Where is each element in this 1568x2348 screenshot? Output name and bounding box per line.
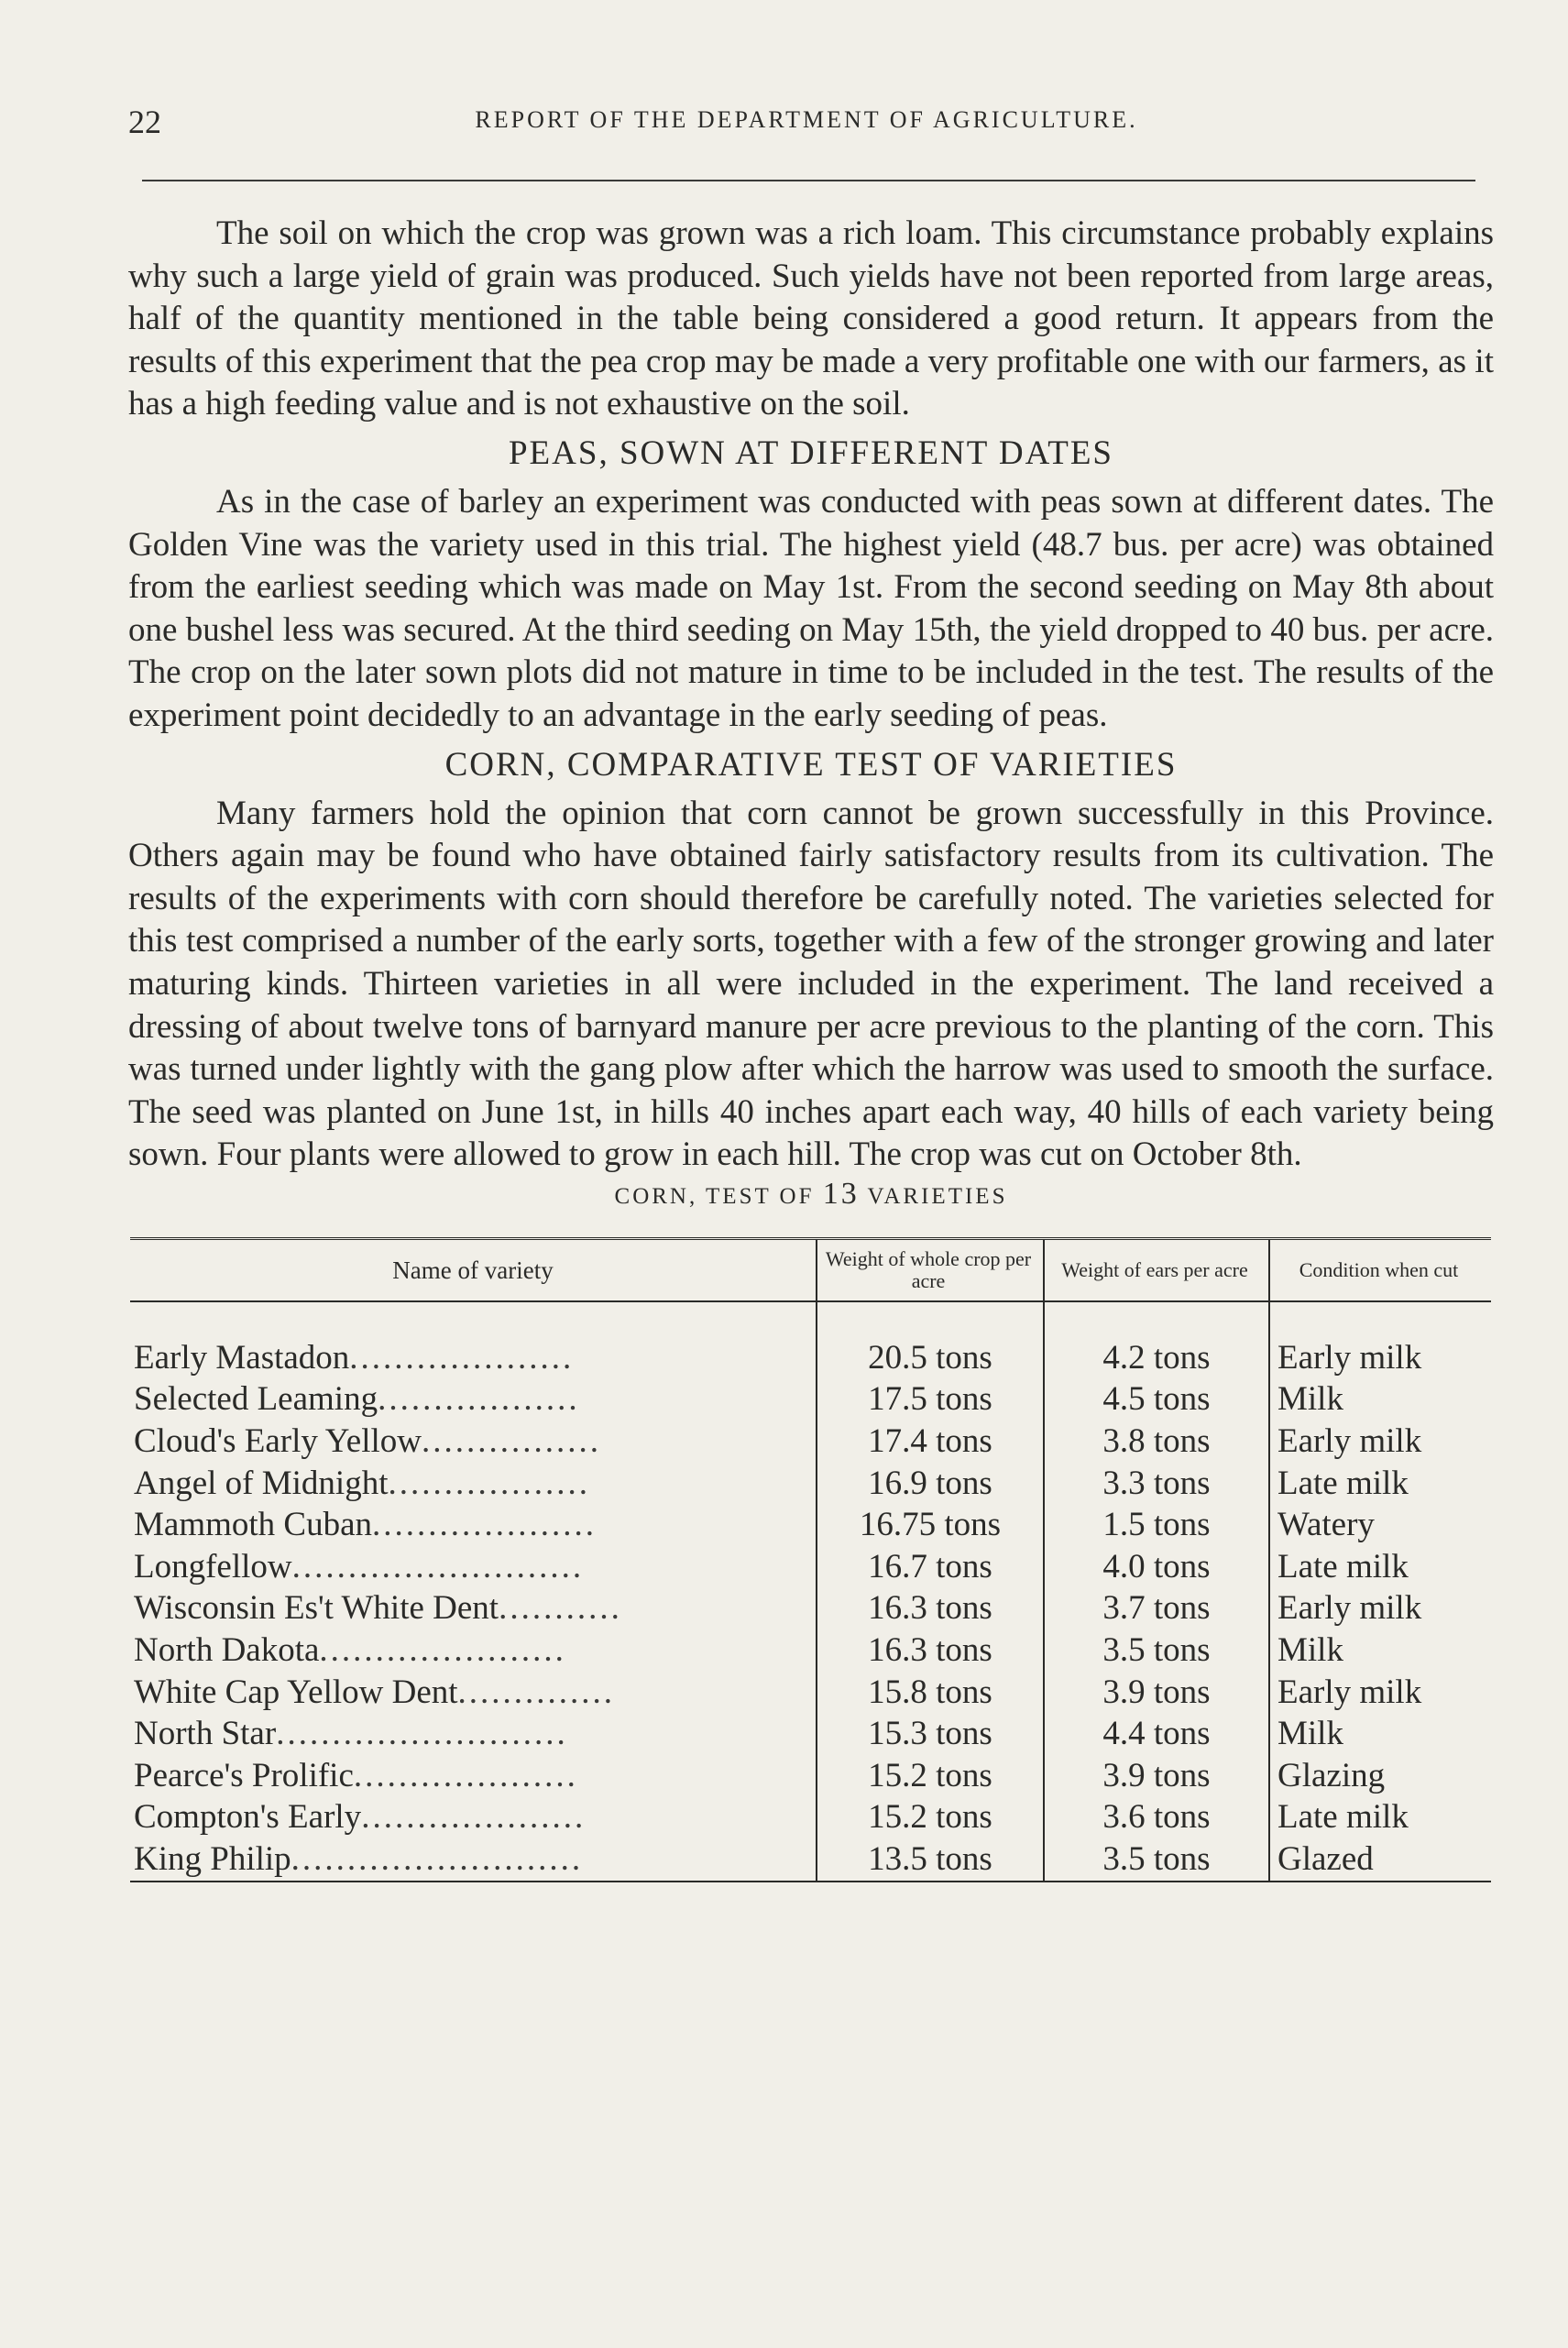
condition-when-cut: Milk: [1269, 1629, 1491, 1672]
ears-weight: 3.8 tons: [1044, 1421, 1269, 1463]
ears-weight: 3.3 tons: [1044, 1463, 1269, 1505]
whole-crop-weight: 17.4 tons: [817, 1421, 1044, 1463]
condition-when-cut: Late milk: [1269, 1796, 1491, 1838]
leader-dots: ....................: [353, 1756, 578, 1794]
whole-crop-weight: 15.2 tons: [817, 1755, 1044, 1797]
variety-name-cell: [130, 1838, 817, 1882]
whole-crop-weight: 16.7 tons: [817, 1546, 1044, 1588]
variety-name-cell: [130, 1504, 817, 1546]
variety-name: Pearce's Prolific: [134, 1756, 354, 1794]
variety-name-cell: [130, 1755, 817, 1797]
whole-crop-weight: 16.3 tons: [817, 1629, 1044, 1672]
variety-name-cell: [130, 1672, 817, 1714]
variety-name-cell: [130, 1463, 817, 1505]
table-row: [130, 1546, 1491, 1588]
variety-name-cell: [130, 1796, 817, 1838]
variety-name: Compton's Early: [134, 1798, 362, 1837]
table-title-part-a: CORN, TEST OF: [614, 1183, 823, 1209]
condition-when-cut: Early milk: [1269, 1587, 1491, 1629]
header-rule: [142, 180, 1475, 181]
variety-name: Longfellow: [134, 1547, 292, 1585]
condition-when-cut: Early milk: [1269, 1421, 1491, 1463]
corn-varieties-table: [130, 1237, 1491, 1882]
ears-weight: 4.0 tons: [1044, 1546, 1269, 1588]
condition-when-cut: Early milk: [1269, 1672, 1491, 1714]
paragraph-soil: The soil on which the crop was grown was a rich loam. This circumstance probably explains why such a large yield of grain was produced. Such yields have not been reported from large areas, half of the quantity mentioned in the table being considered a good return. It appears from the results of this experiment that the pea crop may be made a very profitable one with our farmers, as it has a high feeding value and is not exhaustive on the soil.: [128, 214, 1494, 423]
table-row: [130, 1755, 1491, 1797]
variety-name: Selected Leaming: [134, 1380, 378, 1419]
whole-crop-weight: 17.5 tons: [817, 1378, 1044, 1421]
running-head: REPORT OF THE DEPARTMENT OF AGRICULTURE.: [475, 106, 1138, 133]
ears-weight: 3.9 tons: [1044, 1755, 1269, 1797]
variety-name: Cloud's Early Yellow: [134, 1422, 422, 1461]
ears-weight: 3.9 tons: [1044, 1672, 1269, 1714]
variety-name-cell: [130, 1629, 817, 1672]
leader-dots: ..............: [457, 1673, 616, 1711]
leader-dots: ...........: [499, 1589, 622, 1628]
ears-weight: 1.5 tons: [1044, 1504, 1269, 1546]
table-title: [128, 1177, 1494, 1212]
leader-dots: ....................: [349, 1338, 575, 1377]
table-title-number: 13: [822, 1176, 860, 1211]
condition-when-cut: Milk: [1269, 1378, 1491, 1421]
variety-name-cell: [130, 1421, 817, 1463]
variety-name-cell: [130, 1546, 817, 1588]
table-row: [130, 1378, 1491, 1421]
condition-when-cut: Late milk: [1269, 1546, 1491, 1588]
variety-name: Angel of Midnight: [134, 1464, 389, 1502]
table-row: [130, 1796, 1491, 1838]
whole-crop-weight: 16.3 tons: [817, 1587, 1044, 1629]
condition-when-cut: Glazing: [1269, 1755, 1491, 1797]
paragraph-corn: Many farmers hold the opinion that corn cannot be grown successfully in this Province. Others again may be found who have obtained fairly satisfactory results from its cultivation. The results of the experiments with corn should therefore be carefully noted. The varieties selected for this test comprised a number of the early sorts, together with a few of the stronger growing and later maturing kinds. Thirteen varieties in all were included in the experiment. The land received a dressing of about twelve tons of barnyard manure per acre previous to the planting of the corn. This was turned under lightly with the gang plow after which the harrow was used to smooth the surface. The seed was planted on June 1st, in hills 40 inches apart each way, 40 hills of each variety being sown. Four plants were allowed to grow in each hill. The crop was cut on October 8th.: [128, 794, 1494, 1174]
page-number: 22: [128, 104, 161, 140]
variety-name-cell: [130, 1378, 817, 1421]
variety-name-cell: [130, 1587, 817, 1629]
condition-when-cut: Milk: [1269, 1713, 1491, 1755]
leader-dots: ....................: [361, 1798, 587, 1837]
leader-dots: ..........................: [291, 1547, 585, 1585]
ears-weight: 3.7 tons: [1044, 1587, 1269, 1629]
whole-crop-weight: 15.8 tons: [817, 1672, 1044, 1714]
ears-weight: 3.6 tons: [1044, 1796, 1269, 1838]
column-header-ears: Weight of ears per acre: [1044, 1238, 1269, 1301]
body-text: [128, 213, 1494, 1882]
section-heading-peas: PEAS, SOWN AT DIFFERENT DATES: [508, 433, 1114, 472]
condition-when-cut: Glazed: [1269, 1838, 1491, 1882]
section-heading-corn: CORN, COMPARATIVE TEST OF VARIETIES: [444, 745, 1178, 784]
ears-weight: 3.5 tons: [1044, 1838, 1269, 1882]
table-row: [130, 1838, 1491, 1882]
whole-crop-weight: 15.2 tons: [817, 1796, 1044, 1838]
table-row: [130, 1337, 1491, 1379]
whole-crop-weight: 16.75 tons: [817, 1504, 1044, 1546]
table-row: [130, 1421, 1491, 1463]
leader-dots: ..........................: [276, 1715, 568, 1753]
variety-name-cell: [130, 1713, 817, 1755]
variety-name: White Cap Yellow Dent: [134, 1673, 458, 1711]
condition-when-cut: Early milk: [1269, 1337, 1491, 1379]
ears-weight: 4.2 tons: [1044, 1337, 1269, 1379]
leader-dots: ....................: [372, 1506, 598, 1544]
whole-crop-weight: 20.5 tons: [817, 1337, 1044, 1379]
leader-dots: ..........................: [291, 1840, 584, 1878]
variety-name: King Philip: [134, 1840, 291, 1878]
variety-name: North Star: [134, 1715, 277, 1753]
leader-dots: ................: [422, 1422, 601, 1461]
table-row: [130, 1504, 1491, 1546]
variety-name: Wisconsin Es't White Dent: [134, 1589, 499, 1628]
paragraph-peas: As in the case of barley an experiment was conducted with peas sown at different dates. The Golden Vine was the variety used in this trial. The highest yield (48.7 bus. per acre) was obtained from the earliest seeding which was made on May 1st. From the second seeding on May 8th about one bushel less was secured. At the third seeding on May 15th, the yield dropped to 40 bus. per acre. The crop on the later sown plots did not mature in time to be included in the test. The results of the experiment point decidedly to an advantage in the early seeding of peas.: [128, 482, 1494, 734]
table-title-part-b: VARIETIES: [859, 1183, 1008, 1209]
ears-weight: 4.4 tons: [1044, 1713, 1269, 1755]
leader-dots: ..................: [378, 1380, 580, 1419]
variety-name-cell: [130, 1337, 817, 1379]
ears-weight: 4.5 tons: [1044, 1378, 1269, 1421]
table-row: [130, 1672, 1491, 1714]
condition-when-cut: Late milk: [1269, 1463, 1491, 1505]
table-header-row: [130, 1238, 1491, 1301]
column-header-condition: Condition when cut: [1269, 1238, 1491, 1301]
page-header: [128, 103, 1485, 158]
column-header-whole-crop: Weight of whole crop per acre: [817, 1238, 1044, 1301]
whole-crop-weight: 16.9 tons: [817, 1463, 1044, 1505]
leader-dots: ..................: [388, 1464, 590, 1502]
table-row: [130, 1629, 1491, 1672]
whole-crop-weight: 15.3 tons: [817, 1713, 1044, 1755]
whole-crop-weight: 13.5 tons: [817, 1838, 1044, 1882]
table-spacer-row: [130, 1301, 1491, 1337]
table-row: [130, 1463, 1491, 1505]
variety-name: Mammoth Cuban: [134, 1506, 373, 1544]
table-row: [130, 1713, 1491, 1755]
variety-name: North Dakota: [134, 1631, 320, 1670]
condition-when-cut: Watery: [1269, 1504, 1491, 1546]
leader-dots: ......................: [319, 1631, 566, 1670]
table-row: [130, 1587, 1491, 1629]
table-body: [130, 1301, 1491, 1882]
ears-weight: 3.5 tons: [1044, 1629, 1269, 1672]
variety-name: Early Mastadon: [134, 1338, 350, 1377]
column-header-name: Name of variety: [130, 1238, 817, 1301]
